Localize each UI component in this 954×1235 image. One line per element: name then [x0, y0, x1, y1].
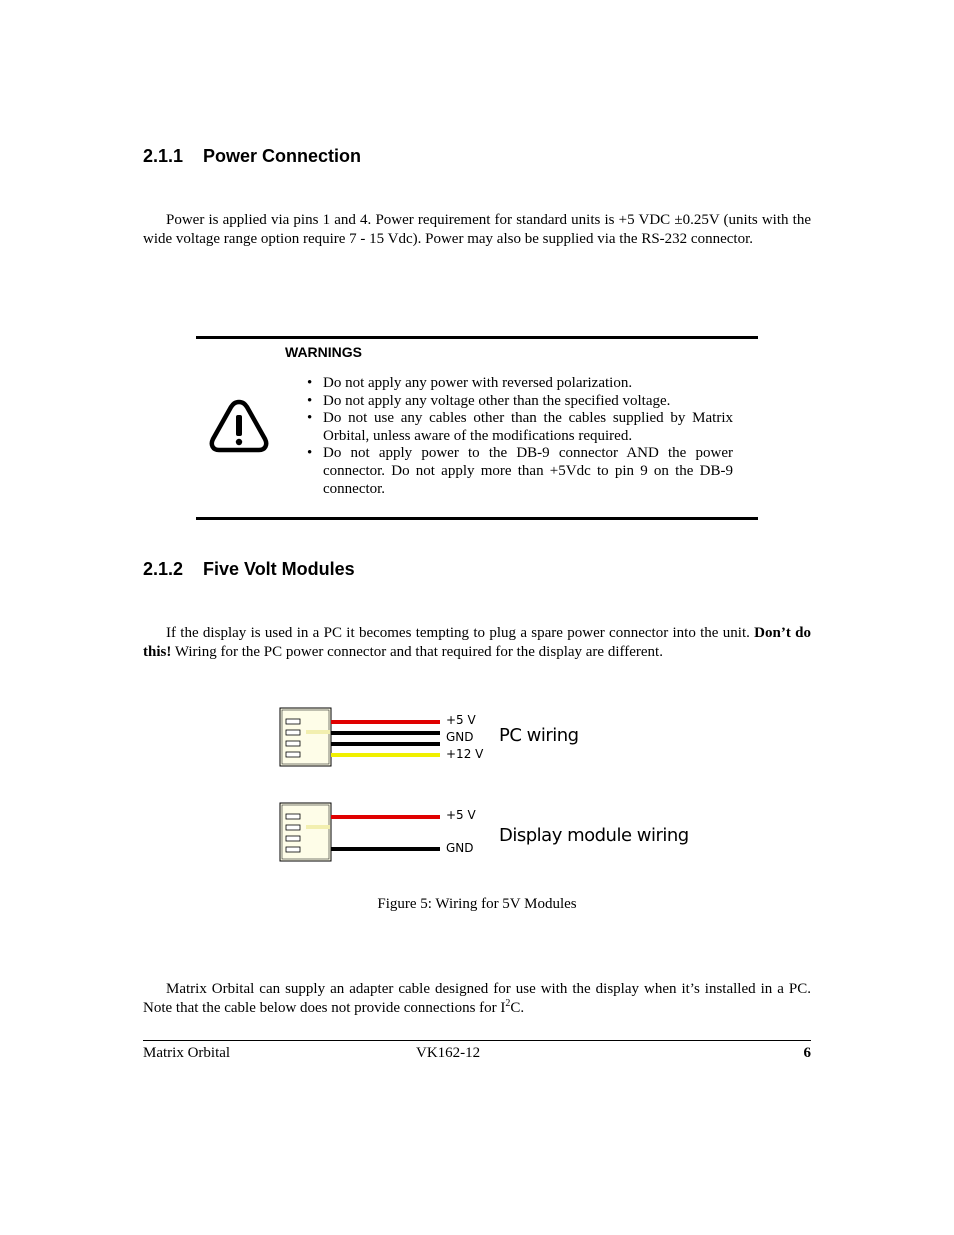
- display-label-5v: +5 V: [446, 808, 476, 822]
- warning-triangle-icon: [209, 398, 269, 454]
- display-label-gnd: GND: [446, 841, 474, 855]
- display-wiring-title: Display module wiring: [499, 825, 689, 846]
- section-heading-five-volt-modules: [143, 559, 355, 580]
- pc-connector: [280, 708, 331, 766]
- footer-rule: [143, 1040, 811, 1041]
- section-title: Power Connection: [203, 146, 362, 166]
- section-number: 2.1.1: [143, 146, 184, 166]
- pc-label-gnd: GND: [446, 730, 474, 744]
- display-connector: [280, 803, 331, 861]
- section-heading-power-connection: [143, 146, 361, 167]
- warning-top-rule: [196, 336, 758, 339]
- warning-item: • Do not apply any voltage other than the specified voltage.: [307, 392, 671, 409]
- five-volt-paragraph: If the display is used in a PC it becomes tempting to plug a spare power connector into the unit. Don’t do this! Wiring for the PC power connector and that required for the display are different.: [143, 625, 811, 660]
- footer-center: VK162-12: [416, 1045, 481, 1061]
- adapter-paragraph: Matrix Orbital can supply an adapter cable designed for use with the display when it’s installed in a PC. Note that the cable below does not provide connections for $I^2C$.: [143, 981, 811, 1016]
- page-number: 6: [803, 1045, 811, 1061]
- figure-caption: Figure 5: Wiring for 5V Modules: [377, 896, 577, 912]
- warnings-title: WARNINGS: [285, 344, 362, 360]
- warning-item: • Do not use any cables other than the cables supplied by Matrix Orbital, unless aware of the modifications required.: [307, 410, 733, 444]
- warning-item: • Do not apply any power with reversed polarization.: [307, 375, 633, 391]
- pc-label-12v: +12 V: [446, 747, 484, 761]
- section-number: 2.1.2: [143, 559, 184, 579]
- warning-item: • Do not apply power to the DB-9 connector AND the power connector. Do not apply more than +5Vdc to pin 9 on the DB-9 connector.: [307, 445, 733, 497]
- warning-bottom-rule: [196, 517, 758, 520]
- power-paragraph: Power is applied via pins 1 and 4. Power requirement for standard units is +5 VDC ±0.25V (units with the wide voltage range option require 7 - 15 Vdc). Power may also be supplied via the RS-232 connector.: [143, 212, 811, 247]
- pc-wiring-title: PC wiring: [499, 725, 579, 746]
- section-title: Five Volt Modules: [203, 559, 355, 579]
- wiring-figure: [278, 703, 698, 868]
- warnings-list: [307, 375, 733, 498]
- pc-label-5v: +5 V: [446, 713, 476, 727]
- footer-left: Matrix Orbital: [143, 1045, 231, 1061]
